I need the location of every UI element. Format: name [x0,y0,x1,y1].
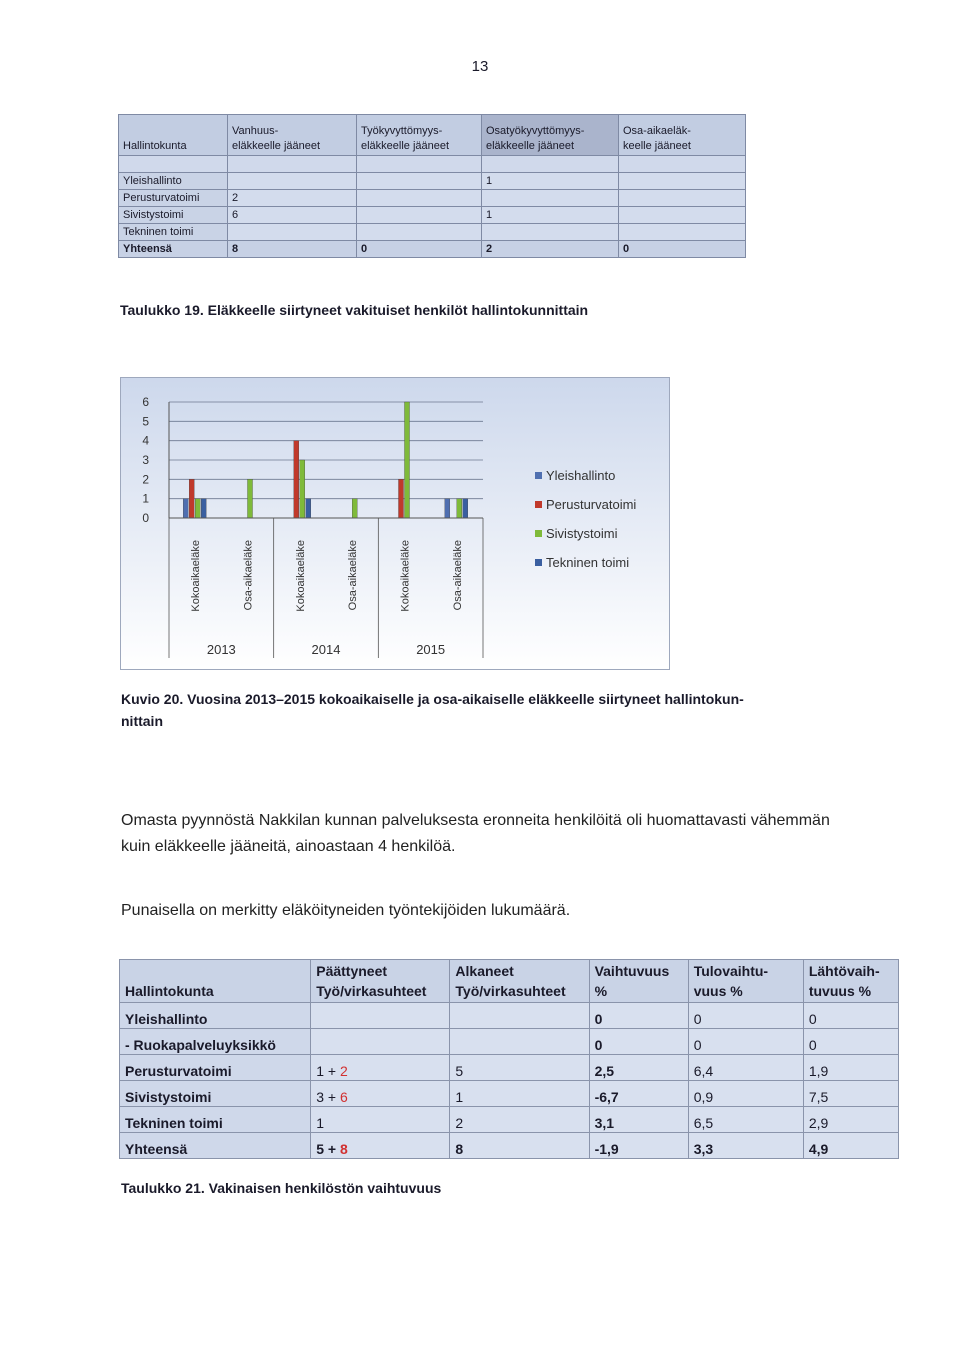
table-cell: 2 [228,190,357,207]
table-19-header-row [119,115,746,156]
y-tick-label: 3 [142,453,149,467]
paragraph-red-note: Punaisella on merkitty eläköityneiden työntekijöiden lukumäärä. [121,902,571,919]
x-group-label: 2013 [206,642,236,657]
table-21-header-cell [803,960,898,1003]
table-cell-in: 0 [688,1003,803,1029]
header-text: Alkaneet Työ/virkasuhteet [455,963,566,999]
figure-caption-text: Kuvio 20. Vuosina 2013–2015 kokoaikaiselle ja osa-aikaiselle eläkkeelle siirtyneet hallintokun- nittain [121,691,744,729]
table-cell [619,207,746,224]
table-row [119,173,746,190]
table-cell-started: 5 [450,1055,589,1081]
table-cell-started [450,1029,589,1055]
bar-sivistystoimi [457,499,462,518]
bar-yleishallinto [445,499,450,518]
table-cell [619,224,746,241]
table-cell [619,190,746,207]
table-cell [357,173,482,190]
table-21-header-cell [589,960,688,1003]
x-category-label: Kokoaikaeläke [294,540,307,612]
table-cell-ended [311,1003,450,1029]
bar-yleishallinto [183,499,188,518]
y-tick-label: 4 [142,433,149,448]
table-row [120,1029,899,1055]
header-text: Vanhuus- eläkkeelle jääneet [232,125,321,152]
legend-label: Tekninen toimi [546,555,630,570]
table-cell-name: - Ruokapalveluyksikkö [120,1029,311,1055]
table-cell-name: Yhteensä [120,1133,311,1159]
table-cell: 0 [619,241,746,258]
table-cell-turnover: -6,7 [589,1081,688,1107]
table-21-header-cell [688,960,803,1003]
table-row [119,224,746,241]
table-19-header-cell: Hallintokunta [119,115,228,156]
table-cell: 8 [228,241,357,258]
legend-swatch [535,559,542,566]
ended-value: 1 [316,1115,325,1131]
table-cell [482,224,619,241]
y-tick-label: 2 [142,472,149,487]
table-cell-in: 0,9 [688,1081,803,1107]
table-cell-started [450,1003,589,1029]
table-cell: 1 [482,207,619,224]
table-cell-ended [311,1029,450,1055]
table-cell-ended [311,1107,450,1133]
table-cell-in: 0 [688,1029,803,1055]
bar-sivistystoimi [405,402,410,518]
table-cell [228,173,357,190]
header-text: Lähtövaih- tuvuus % [808,963,880,999]
ended-value: 5 + [316,1141,340,1157]
x-category-label: Osa-aikaeläke [451,540,464,611]
table-19-header-cell [482,115,619,156]
table-cell-name: Perusturvatoimi [120,1055,311,1081]
header-text: Osatyökyvyttömyys- eläkkeelle jääneet [486,125,585,152]
x-category-label: Kokoaikaeläke [190,540,203,612]
table-row-total [119,241,746,258]
table-cell-ended [311,1055,450,1081]
bar-tekninen-toimi [201,499,206,518]
table-19-retirements [118,114,746,258]
ended-retired-value: 6 [339,1089,348,1105]
bar-sivistystoimi [352,499,357,518]
table-cell-name: Tekninen toimi [120,1107,311,1133]
y-tick-label: 5 [142,414,149,429]
bar-tekninen-toimi [463,499,468,518]
table-cell-turnover: 0 [589,1029,688,1055]
table-cell-in: 6,4 [688,1055,803,1081]
header-text: Osa-aikaeläk- keelle jääneet [623,125,691,152]
table-21-header-cell: Hallintokunta [120,960,311,1003]
chart-svg [121,378,669,669]
table-19-header-cell [619,115,746,156]
table-21-header-cell [311,960,450,1003]
table-cell: 1 [482,173,619,190]
table-row [120,1107,899,1133]
table-cell-started: 2 [450,1107,589,1133]
x-category-label: Osa-aikaeläke [347,540,360,611]
legend-label: Perusturvatoimi [546,497,637,512]
figure-20-caption [121,688,851,732]
chart-20 [120,377,670,670]
table-19-spacer-row [119,156,746,173]
table-cell: 0 [357,241,482,258]
page-number: 13 [471,58,489,75]
bar-perusturvatoimi [294,441,299,518]
ended-retired-value: 2 [339,1063,348,1079]
paragraph-resignations: Omasta pyynnöstä Nakkilan kunnan palveluksesta eronneita henkilöitä oli huomattavasti vähemmän kuin eläkkeelle jääneitä, ainoastaan 4 henkilöä. [121,812,830,855]
table-cell-turnover: 2,5 [589,1055,688,1081]
legend-swatch [535,501,542,508]
x-group-label: 2015 [416,642,446,657]
table-row [120,1003,899,1029]
table-cell-out: 0 [803,1029,898,1055]
table-cell-out: 7,5 [803,1081,898,1107]
bar-perusturvatoimi [189,479,194,518]
table-row [120,1081,899,1107]
table-cell-started: 8 [450,1133,589,1159]
table-row [119,190,746,207]
header-text: Päättyneet Työ/virkasuhteet [316,963,427,999]
table-cell [357,190,482,207]
x-category-label: Kokoaikaeläke [399,540,412,612]
table-cell: Perusturvatoimi [119,190,228,207]
table-21-caption: Taulukko 21. Vakinaisen henkilöstön vaihtuvuus [121,1180,442,1196]
table-cell: Sivistystoimi [119,207,228,224]
table-row-total [120,1133,899,1159]
bar-sivistystoimi [195,499,200,518]
header-text: Vaihtuvuus % [594,963,670,999]
table-cell-name: Sivistystoimi [120,1081,311,1107]
table-21-header-row [120,960,899,1003]
table-cell: Tekninen toimi [119,224,228,241]
legend-swatch [535,472,542,479]
table-cell-name: Yleishallinto [120,1003,311,1029]
table-cell-out: 0 [803,1003,898,1029]
table-cell-out: 2,9 [803,1107,898,1133]
table-19-header-cell [357,115,482,156]
table-row [119,207,746,224]
bar-sivistystoimi [300,460,305,518]
x-group-label: 2014 [311,642,341,657]
ended-retired-value: 8 [339,1141,348,1157]
y-tick-label: 6 [142,395,149,409]
table-cell [357,207,482,224]
table-row [120,1055,899,1081]
table-cell-out: 1,9 [803,1055,898,1081]
table-cell [228,224,357,241]
table-cell-turnover: 0 [589,1003,688,1029]
table-cell [619,173,746,190]
table-cell [482,190,619,207]
table-cell [357,224,482,241]
table-21-header-cell [450,960,589,1003]
y-tick-label: 1 [142,491,149,506]
table-cell-in: 6,5 [688,1107,803,1133]
table-cell-turnover: -1,9 [589,1133,688,1159]
table-cell: 2 [482,241,619,258]
y-tick-label: 0 [142,511,149,525]
bar-perusturvatoimi [399,479,404,518]
table-19-caption: Taulukko 19. Eläkkeelle siirtyneet vakituiset henkilöt hallintokunnittain [120,302,589,318]
ended-value: 1 + [316,1063,340,1079]
legend-label: Yleishallinto [546,468,616,483]
table-19-header-cell [228,115,357,156]
x-category-label: Osa-aikaeläke [242,540,255,611]
table-cell: 6 [228,207,357,224]
header-text: Työkyvyttömyys- eläkkeelle jääneet [361,125,450,152]
legend-swatch [535,530,542,537]
bar-tekninen-toimi [306,499,311,518]
table-cell-in: 3,3 [688,1133,803,1159]
table-21-turnover [119,959,899,1159]
table-cell-turnover: 3,1 [589,1107,688,1133]
table-cell-ended [311,1133,450,1159]
header-text: Tulovaihtu- vuus % [693,963,769,999]
table-cell: Yhteensä [119,241,228,258]
legend-label: Sivistystoimi [546,526,618,541]
table-cell-out: 4,9 [803,1133,898,1159]
ended-value: 3 + [316,1089,340,1105]
table-cell-ended [311,1081,450,1107]
table-cell: Yleishallinto [119,173,228,190]
bar-sivistystoimi [248,479,253,518]
table-cell-started: 1 [450,1081,589,1107]
